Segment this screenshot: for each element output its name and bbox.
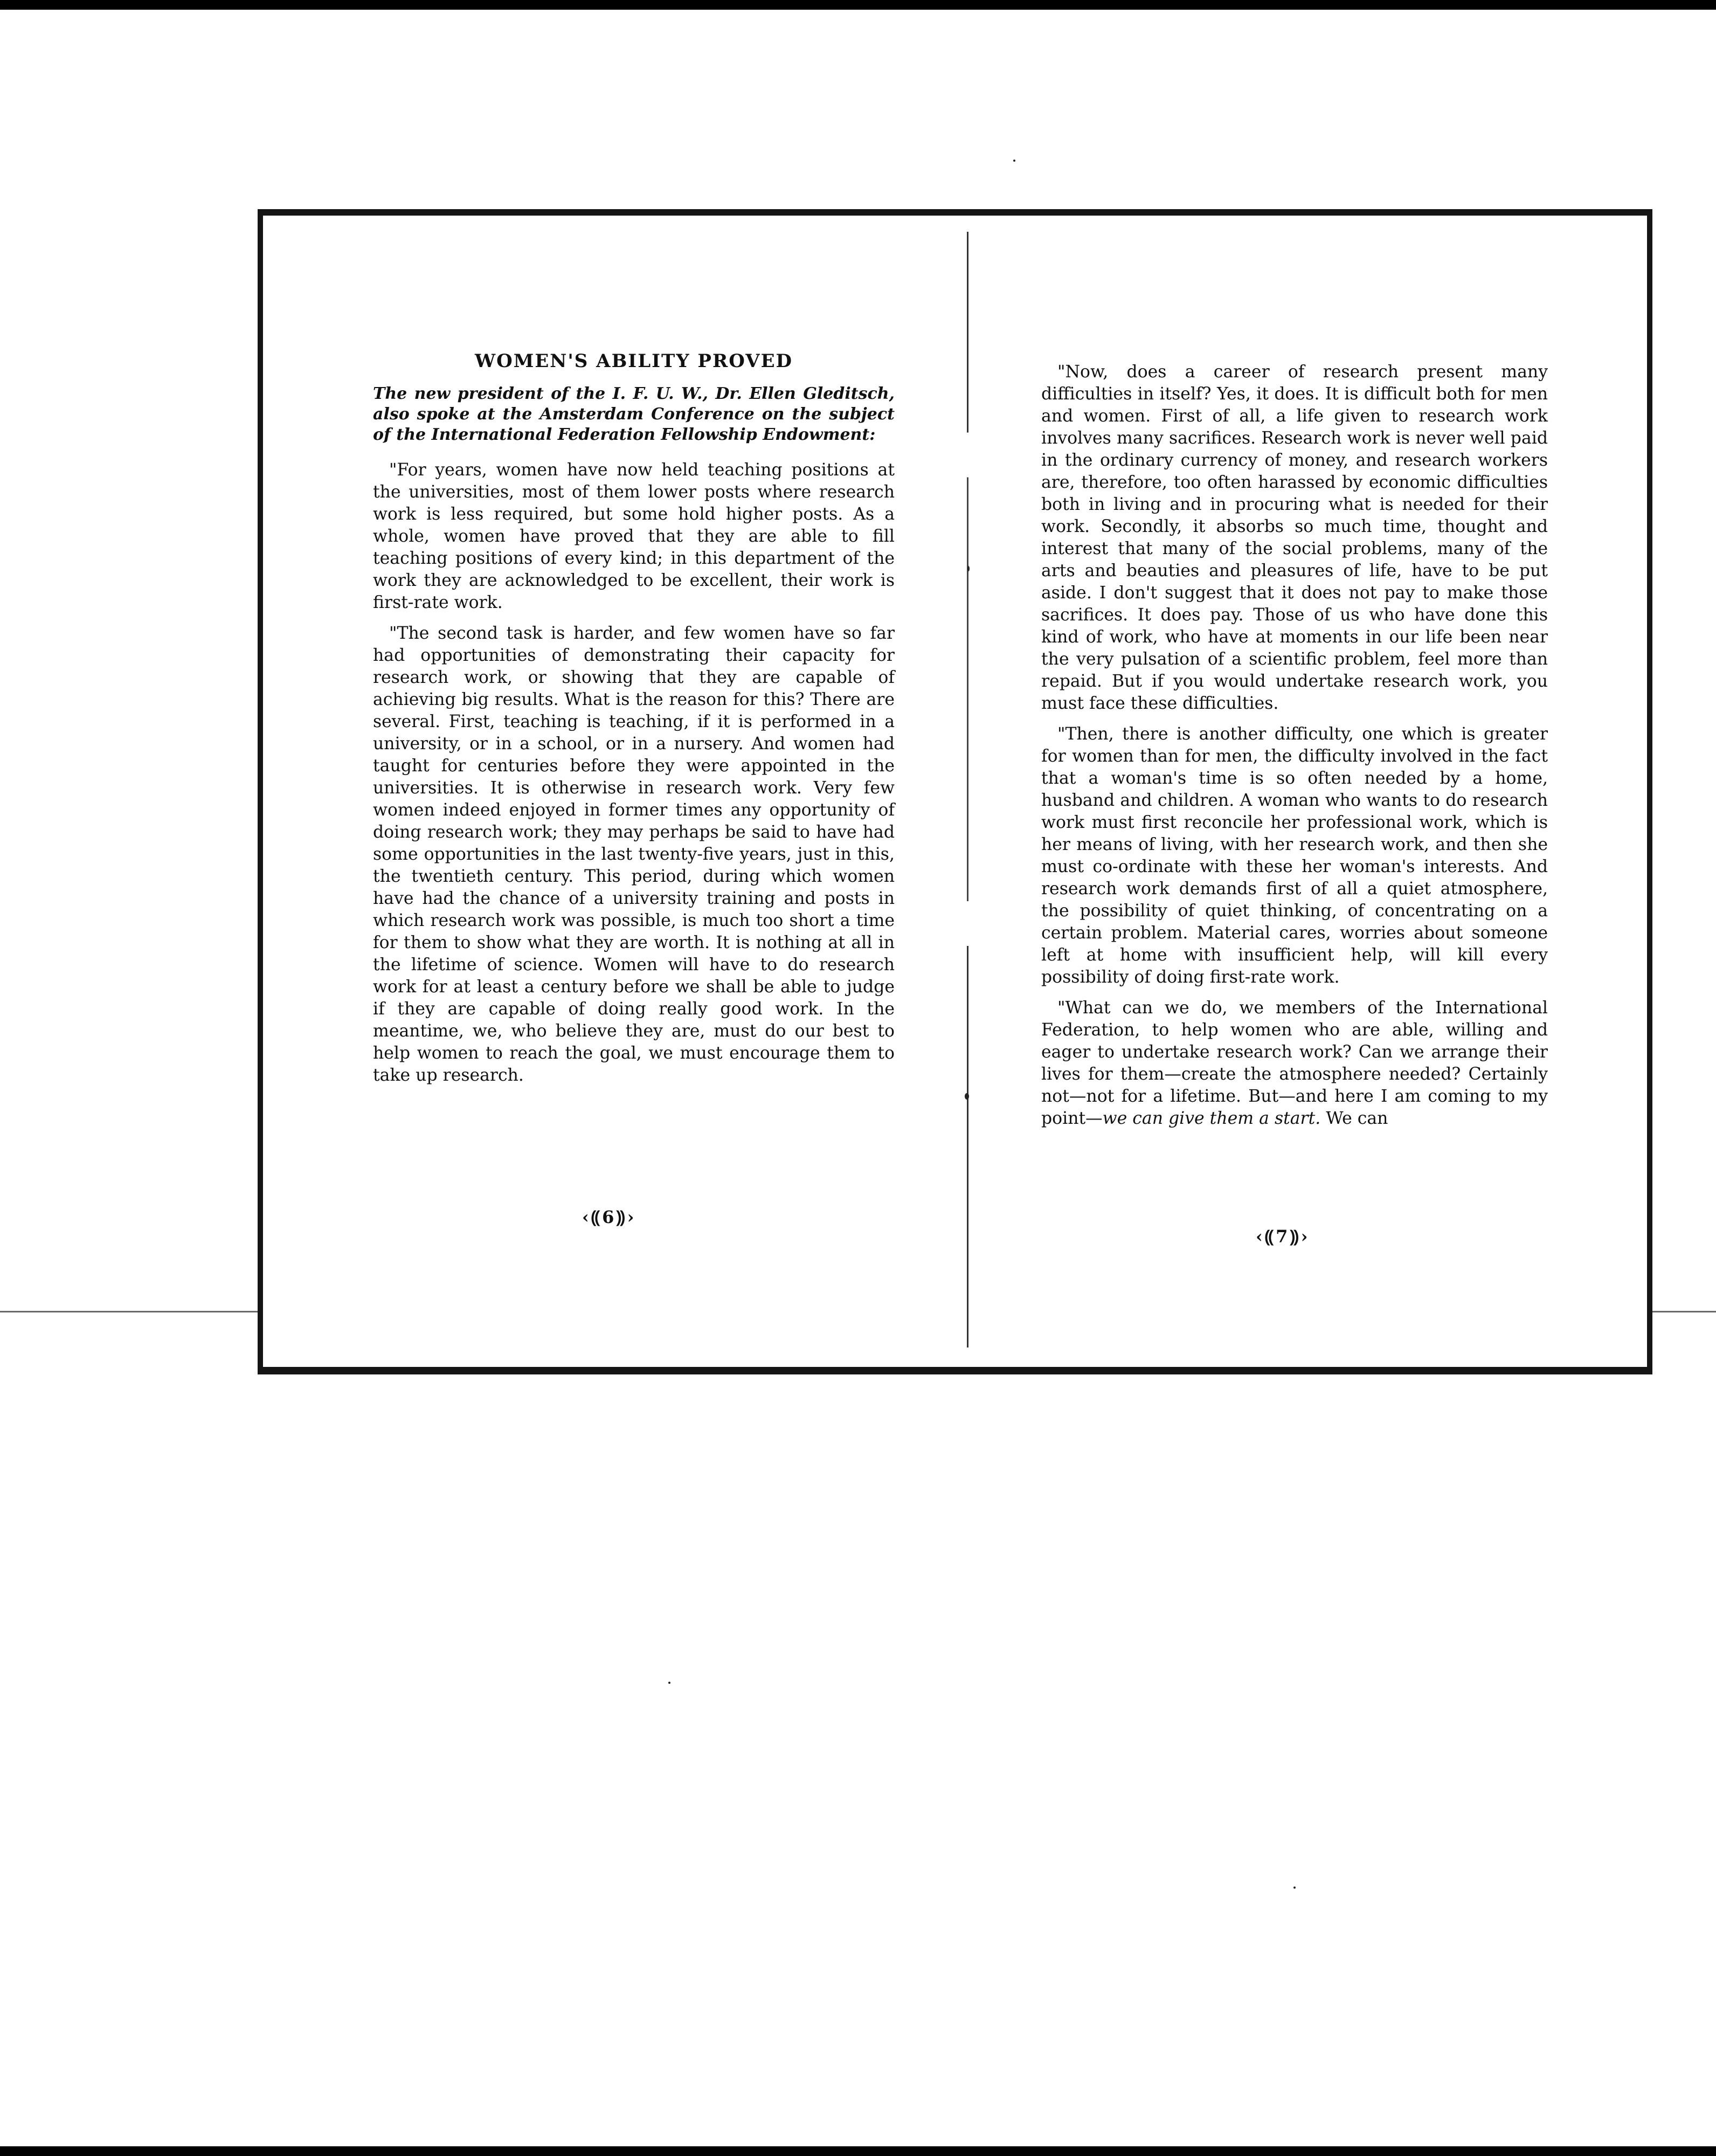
- center-gutter: [967, 232, 968, 1348]
- intro-paragraph: The new president of the I. F. U. W., Dr. Ellen Gleditsch, also spoke at the Amsterdam Conference on the subject of the International Federation Fellowship Endowment:: [373, 384, 895, 444]
- body-paragraph-last: [1041, 997, 1548, 1130]
- scan-speck: [967, 566, 970, 571]
- emphasis-text: we can give them a start.: [1102, 1109, 1321, 1128]
- page-number-value: 6: [602, 1207, 617, 1227]
- left-page: [373, 350, 895, 1095]
- body-paragraph: "Now, does a career of research present many difficulties in itself? Yes, it does. It is difficult both for men and women. First of all, a life given to research work involves many sacrifices. Research work is never well paid in the ordinary currency of money, and research workers are, therefore, too often harassed by economic difficulties both in living and in procuring what is needed for their work. Secondly, it absorbs so much time, thought and interest that many of the social problems, many of the arts and beauties and pleasures of life, have to be put aside. I don't suggest that it does not pay to make those sacrifices. It does pay. Those of us who have done this kind of work, who have at moments in our life been near the very pulsation of a scientific problem, feel more than repaid. But if you would undertake research work, you must face these difficulties.: [1041, 362, 1548, 713]
- page-number-left: ‹⸨6⸩›: [582, 1207, 636, 1227]
- paragraph-tail: We can: [1320, 1109, 1388, 1128]
- scan-speck: [1293, 1887, 1296, 1889]
- page-number-value: 7: [1276, 1226, 1290, 1247]
- page-number-right: ‹⸨7⸩›: [1256, 1226, 1310, 1247]
- paragraph-text: "What can we do, we members of the International Federation, to help women who are able, willing and eager to undertake research work? Can we arrange their lives for them—create the atmosphere needed? Certainly not—not for a lifetime. But—and here I am coming to my point—: [1041, 998, 1548, 1128]
- scan-edge-top: [0, 0, 1716, 10]
- body-paragraph: "The second task is harder, and few women have so far had opportunities of demonstrating their capacity for research work, or showing that they are capable of achieving big results. What is the reason for this? There are several. First, teaching is teaching, if it is performed in a university, or in a school, or in a nursery. And women had taught for centuries before they were appointed in the universities. It is otherwise in research work. Very few women indeed enjoyed in former times any opportunity of doing research work; they may perhaps be said to have had some opportunities in the last twenty-five years, just in this, the twentieth century. This period, during which women have had the chance of a university training and posts in which research work was possible, is much too short a time for them to show what they are worth. It is nothing at all in the lifetime of science. Women will have to do research work for at least a century before we shall be able to judge if they are capable of doing really good work. In the meantime, we, who believe they are, must do our best to help women to reach the goal, we must encourage them to take up research.: [373, 624, 895, 1085]
- scan-speck: [1013, 160, 1015, 162]
- page-title: WOMEN'S ABILITY PROVED: [474, 350, 793, 372]
- right-page: [1041, 361, 1548, 1138]
- scan-speck: [965, 1093, 969, 1100]
- scan-speck: [668, 1682, 670, 1684]
- body-paragraph: "For years, women have now held teaching positions at the universities, most of them lower posts where research work is less required, but some hold higher posts. As a whole, women have proved that they are able to fill teaching positions of every kind; in this department of the work they are acknowledged to be excellent, their work is first-rate work.: [373, 460, 895, 612]
- body-paragraph: "Then, there is another difficulty, one which is greater for women than for men, the difficulty involved in the fact that a woman's time is so often needed by a home, husband and children. A woman who wants to do research work must first reconcile her professional work, which is her means of living, with her research work, and then she must co-ordinate with these her woman's interests. And research work demands first of all a quiet atmosphere, the possibility of quiet thinking, of concentrating on a certain problem. Material cares, worries about someone left at home with insufficient help, will kill every possibility of doing first-rate work.: [1041, 724, 1548, 987]
- scan-edge-bottom: [0, 2146, 1716, 2156]
